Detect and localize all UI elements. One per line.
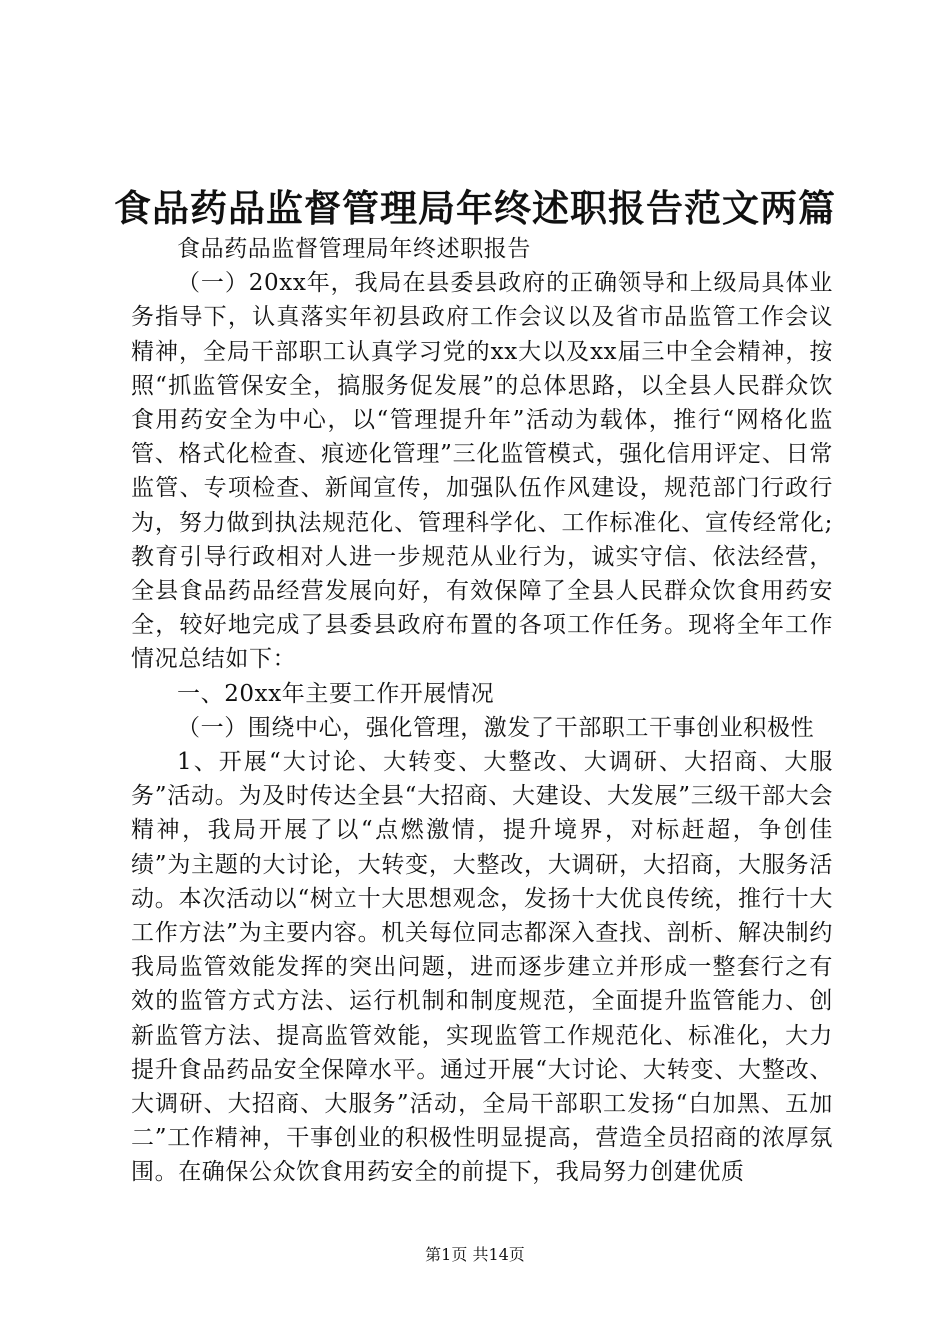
paragraph-intro: （一）20xx年，我局在县委县政府的正确领导和上级局具体业务指导下，认真落实年初县政府工作会议以及省市品监管工作会议精神，全局干部职工认真学习党的xx大以及xx届三中全会精神，按照“抓监管保安全，搞服务促发展”的总体思路，以全县人民群众饮食用药安全为中心，以“管理提升年”活动为载体，推行“网格化监管、格式化检查、痕迹化管理”三化监管模式，强化信用评定、日常监管、专项检查、新闻宣传，加强队伍作风建设，规范部门行政行为，努力做到执法规范化、管理科学化、工作标准化、宣传经常化;教育引导行政相对人进一步规范从业行为，诚实守信、依法经营，全县食品药品经营发展向好，有效保障了全县人民群众饮食用药安全，较好地完成了县委县政府布置的各项工作任务。现将全年工作情况总结如下： — [131, 270, 833, 673]
document-subtitle: 食品药品监督管理局年终述职报告 — [177, 236, 531, 262]
section-heading: 一、20xx年主要工作开展情况 — [177, 680, 495, 707]
page-number: 第1页 共14页 — [425, 1245, 525, 1264]
document-title: 食品药品监督管理局年终述职报告范文两篇 — [114, 186, 836, 230]
subsection-heading: （一）围绕中心，强化管理，激发了干部职工干事创业积极性 — [177, 714, 815, 741]
paragraph-item-1: 1、开展“大讨论、大转变、大整改、大调研、大招商、大服务”活动。为及时传达全县“大招商、大建设、大发展”三级干部大会精神，我局开展了以“点燃激情，提升境界，对标赶超，争创佳绩”为主题的大讨论，大转变，大整改，大调研，大招商，大服务活动。本次活动以“树立十大思想观念，发扬十大优良传统，推行十大工作方法”为主要内容。机关每位同志都深入查找、剖析、解决制约我局监管效能发挥的突出问题，进而逐步建立并形成一整套行之有效的监管方式方法、运行机制和制度规范，全面提升监管能力、创新监管方法、提高监管效能，实现监管工作规范化、标准化，大力提升食品药品安全保障水平。通过开展“大讨论、大转变、大整改、大调研、大招商、大服务”活动，全局干部职工发扬“白加黑、五加二”工作精神，干事创业的积极性明显提高，营造全员招商的浓厚氛围。在确保公众饮食用药安全的前提下，我局努力创建优质 — [131, 749, 833, 1186]
document-body — [131, 232, 833, 1190]
